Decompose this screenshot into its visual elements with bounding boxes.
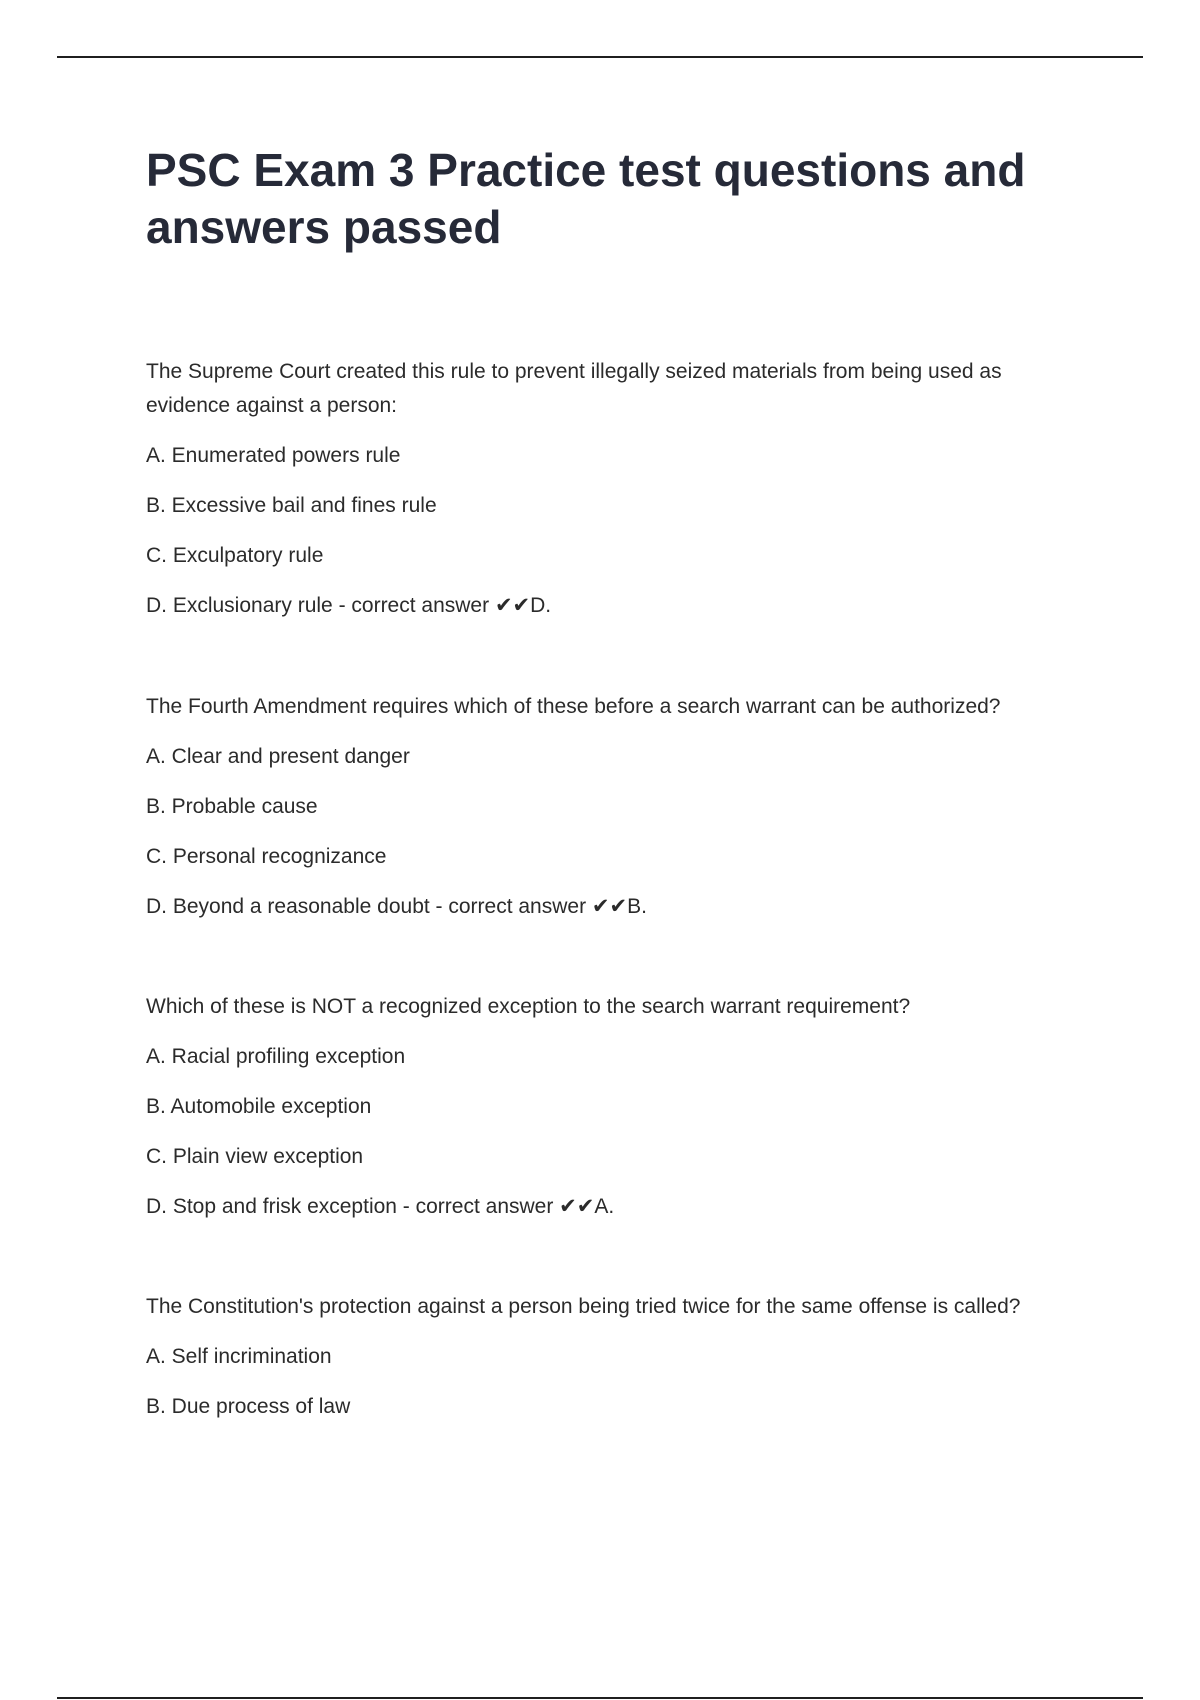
answer-option-c: C. Exculpatory rule — [146, 544, 324, 567]
answer-option-c: C. Plain view exception — [146, 1145, 364, 1168]
bottom-divider — [57, 1697, 1143, 1699]
question-stem: Which of these is NOT a recognized exception to the search warrant requirement? — [146, 995, 911, 1018]
question-stem: The Constitution's protection against a person being tried twice for the same offense is called? — [146, 1295, 1021, 1318]
question-stem: The Supreme Court created this rule to prevent illegally seized materials from being used as evidence against a person: — [146, 360, 1002, 417]
document-title: PSC Exam 3 Practice test questions and answers passed — [146, 144, 1026, 253]
answer-option-c: C. Personal recognizance — [146, 845, 387, 868]
answer-option-d: D. Beyond a reasonable doubt - correct answer ✔✔B. — [146, 895, 647, 918]
answer-option-b: B. Due process of law — [146, 1395, 351, 1418]
answer-option-a: A. Enumerated powers rule — [146, 444, 401, 467]
answer-option-a: A. Self incrimination — [146, 1345, 332, 1368]
question-1 — [146, 355, 1086, 623]
answer-option-b: B. Excessive bail and fines rule — [146, 494, 437, 517]
question-4 — [146, 1290, 1086, 1424]
answer-option-a: A. Clear and present danger — [146, 745, 410, 768]
answer-option-d: D. Stop and frisk exception - correct answer ✔✔A. — [146, 1195, 615, 1218]
answer-option-b: B. Probable cause — [146, 795, 318, 818]
top-divider — [57, 56, 1143, 58]
question-2 — [146, 690, 1086, 924]
answer-option-d: D. Exclusionary rule - correct answer ✔✔D. — [146, 594, 552, 617]
question-3 — [146, 990, 1086, 1224]
answer-option-b: B. Automobile exception — [146, 1095, 372, 1118]
answer-option-a: A. Racial profiling exception — [146, 1045, 406, 1068]
question-stem: The Fourth Amendment requires which of these before a search warrant can be authorized? — [146, 695, 1001, 718]
